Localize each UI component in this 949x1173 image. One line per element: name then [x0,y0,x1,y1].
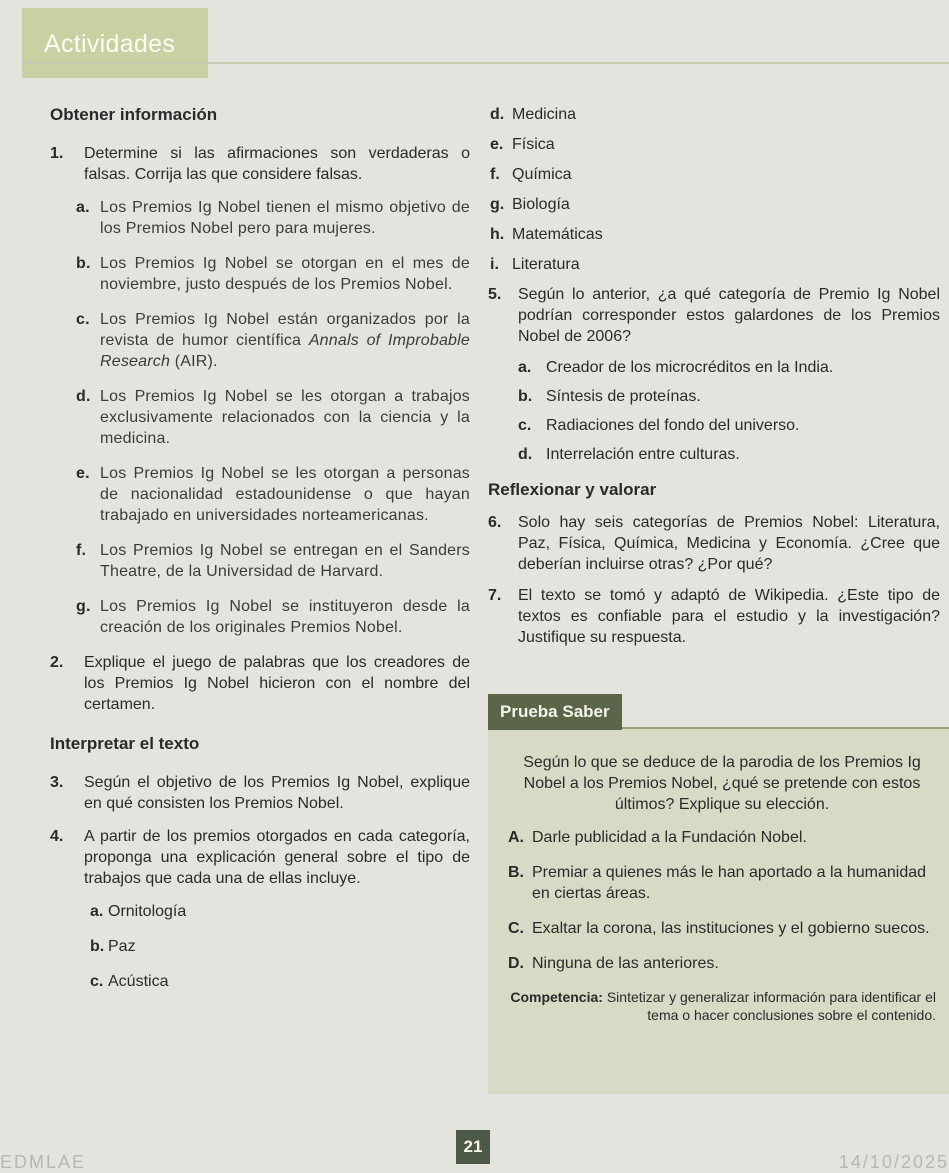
prueba-option-a [508,827,936,848]
option-letter: c. [90,973,104,990]
option-text: Ninguna de las anteriores. [532,955,719,972]
question-text: Según lo anterior, ¿a qué categoría de Premio Ig Nobel podrían corresponder estos galardones de los Premios Nobel de 2006? [518,286,940,345]
category-option [50,901,470,922]
prueba-option-c [508,918,936,939]
statement-letter: b. [76,255,91,272]
section-title-obtener: Obtener información [50,105,218,124]
prueba-saber-content [508,752,936,1024]
category-option [488,164,940,185]
statement-letter: e. [76,465,90,482]
prueba-saber-label: Prueba Saber [488,694,622,730]
statement-text: Los Premios Ig Nobel se otorgan en el mes de noviembre, justo después de los Premios Nobel. [100,255,470,293]
category-option [488,134,940,155]
statement-c [50,309,470,372]
option-text: Radiaciones del fondo del universo. [546,417,800,434]
award-option [488,386,940,407]
option-letter: i. [490,256,499,273]
option-text: Ornitología [108,903,187,920]
option-text: Premiar a quienes más le han aportado a la humanidad en ciertas áreas. [532,864,927,902]
option-letter: f. [490,166,500,183]
question-3 [50,772,470,814]
statement-a [50,197,470,239]
option-text: Literatura [512,256,580,273]
option-letter: b. [518,388,533,405]
page-title: Actividades [44,30,176,58]
option-letter: a. [90,903,104,920]
question-2 [50,652,470,715]
category-option [488,104,940,125]
question-5 [488,284,940,347]
question-text: Según el objetivo de los Premios Ig Nobel, explique en qué consisten los Premios Nobel. [84,774,470,812]
footer-date: 14/10/2025 [838,1152,949,1172]
question-number: 6. [488,514,502,531]
question-number: 3. [50,774,64,791]
question-4 [50,826,470,889]
competencia-note [508,988,936,1024]
question-text: A partir de los premios otorgados en cada categoría, proponga una explicación general sobre el tipo de trabajos que cada una de ellas incluye. [84,828,470,887]
question-text: El texto se tomó y adaptó de Wikipedia. ¿Este tipo de textos es confiable para el estudio y la investigación? Justifique su respuesta. [518,587,940,646]
option-text: Síntesis de proteínas. [546,388,701,405]
statement-b [50,253,470,295]
option-text: Exaltar la corona, las instituciones y el gobierno suecos. [532,920,930,937]
competencia-text: Sintetizar y generalizar información para identificar el tema o hacer conclusiones sobre el contenido. [606,989,936,1023]
statement-text: Los Premios Ig Nobel se entregan en el Sanders Theatre, de la Universidad de Harvard. [100,542,470,580]
question-text: Determine si las afirmaciones son verdaderas o falsas. Corrija las que considere falsas. [84,145,470,183]
option-letter: h. [490,226,505,243]
section-title-reflexionar: Reflexionar y valorar [488,480,657,499]
category-option [488,194,940,215]
statement-d [50,386,470,449]
footer-code: EDMLAE [0,1152,87,1172]
option-text: Acústica [108,973,169,990]
option-letter: c. [518,417,532,434]
option-text: Física [512,136,555,153]
option-letter: d. [490,106,505,123]
header-rule [22,62,949,64]
option-letter: D. [508,955,524,972]
option-letter: g. [490,196,505,213]
category-option [50,936,470,957]
statement-g [50,596,470,638]
statement-text: Los Premios Ig Nobel se instituyeron desde la creación de los originales Premios Nobel. [100,598,470,636]
section-title-interpretar: Interpretar el texto [50,734,200,753]
prueba-option-d [508,953,936,974]
statement-text: Los Premios Ig Nobel se les otorgan a trabajos exclusivamente relacionados con la ciencia y la medicina. [100,388,470,447]
award-option [488,357,940,378]
statement-e [50,463,470,526]
question-7 [488,585,940,648]
question-number: 1. [50,145,64,162]
statement-text: Los Premios Ig Nobel se les otorgan a personas de nacionalidad estadounidense o que hayan trabajado en universidades norteamericanas. [100,465,470,524]
award-option [488,415,940,436]
competencia-label: Competencia: [510,989,603,1005]
question-number: 4. [50,828,64,845]
statement-letter: f. [76,542,87,559]
statement-text: Los Premios Ig Nobel tienen el mismo objetivo de los Premios Nobel pero para mujeres. [100,199,470,237]
category-option [50,971,470,992]
category-option [488,254,940,275]
statement-text: Los Premios Ig Nobel están organizados por la revista de humor científica [100,311,470,349]
question-text: Explique el juego de palabras que los creadores de los Premios Ig Nobel hicieron con el nombre del certamen. [84,654,470,713]
prueba-question: Según lo que se deduce de la parodia de los Premios Ig Nobel a los Premios Nobel, ¿qué se pretende con estos últimos? Explique su elección. [523,754,921,813]
option-letter: A. [508,829,524,846]
question-number: 2. [50,654,64,671]
question-6 [488,512,940,575]
option-text: Química [512,166,572,183]
question-text: Solo hay seis categorías de Premios Nobel: Literatura, Paz, Física, Química, Medicina y Economía. ¿Cree que deberían incluirse otras? ¿Por qué? [518,514,940,573]
option-letter: e. [490,136,504,153]
option-text: Biología [512,196,570,213]
page-number: 21 [456,1130,490,1164]
option-text: Creador de los microcréditos en la India. [546,359,834,376]
statement-text-end: (AIR). [174,353,218,370]
right-column [488,104,940,658]
option-letter: d. [518,446,533,463]
option-letter: b. [90,938,105,955]
option-text: Interrelación entre culturas. [546,446,740,463]
prueba-option-b [508,862,936,904]
category-option [488,224,940,245]
option-text: Medicina [512,106,577,123]
statement-letter: g. [76,598,91,615]
question-number: 5. [488,286,502,303]
option-text: Matemáticas [512,226,603,243]
question-1 [50,143,470,185]
statement-letter: c. [76,311,90,328]
left-column [50,104,470,1001]
journal-title: Annals of Improbable Research [100,332,471,370]
question-number: 7. [488,587,502,604]
statement-letter: a. [76,199,90,216]
statement-letter: d. [76,388,91,405]
option-letter: B. [508,864,524,881]
option-text: Darle publicidad a la Fundación Nobel. [532,829,807,846]
option-letter: a. [518,359,532,376]
award-option [488,444,940,465]
option-text: Paz [108,938,136,955]
option-letter: C. [508,920,524,937]
statement-f [50,540,470,582]
